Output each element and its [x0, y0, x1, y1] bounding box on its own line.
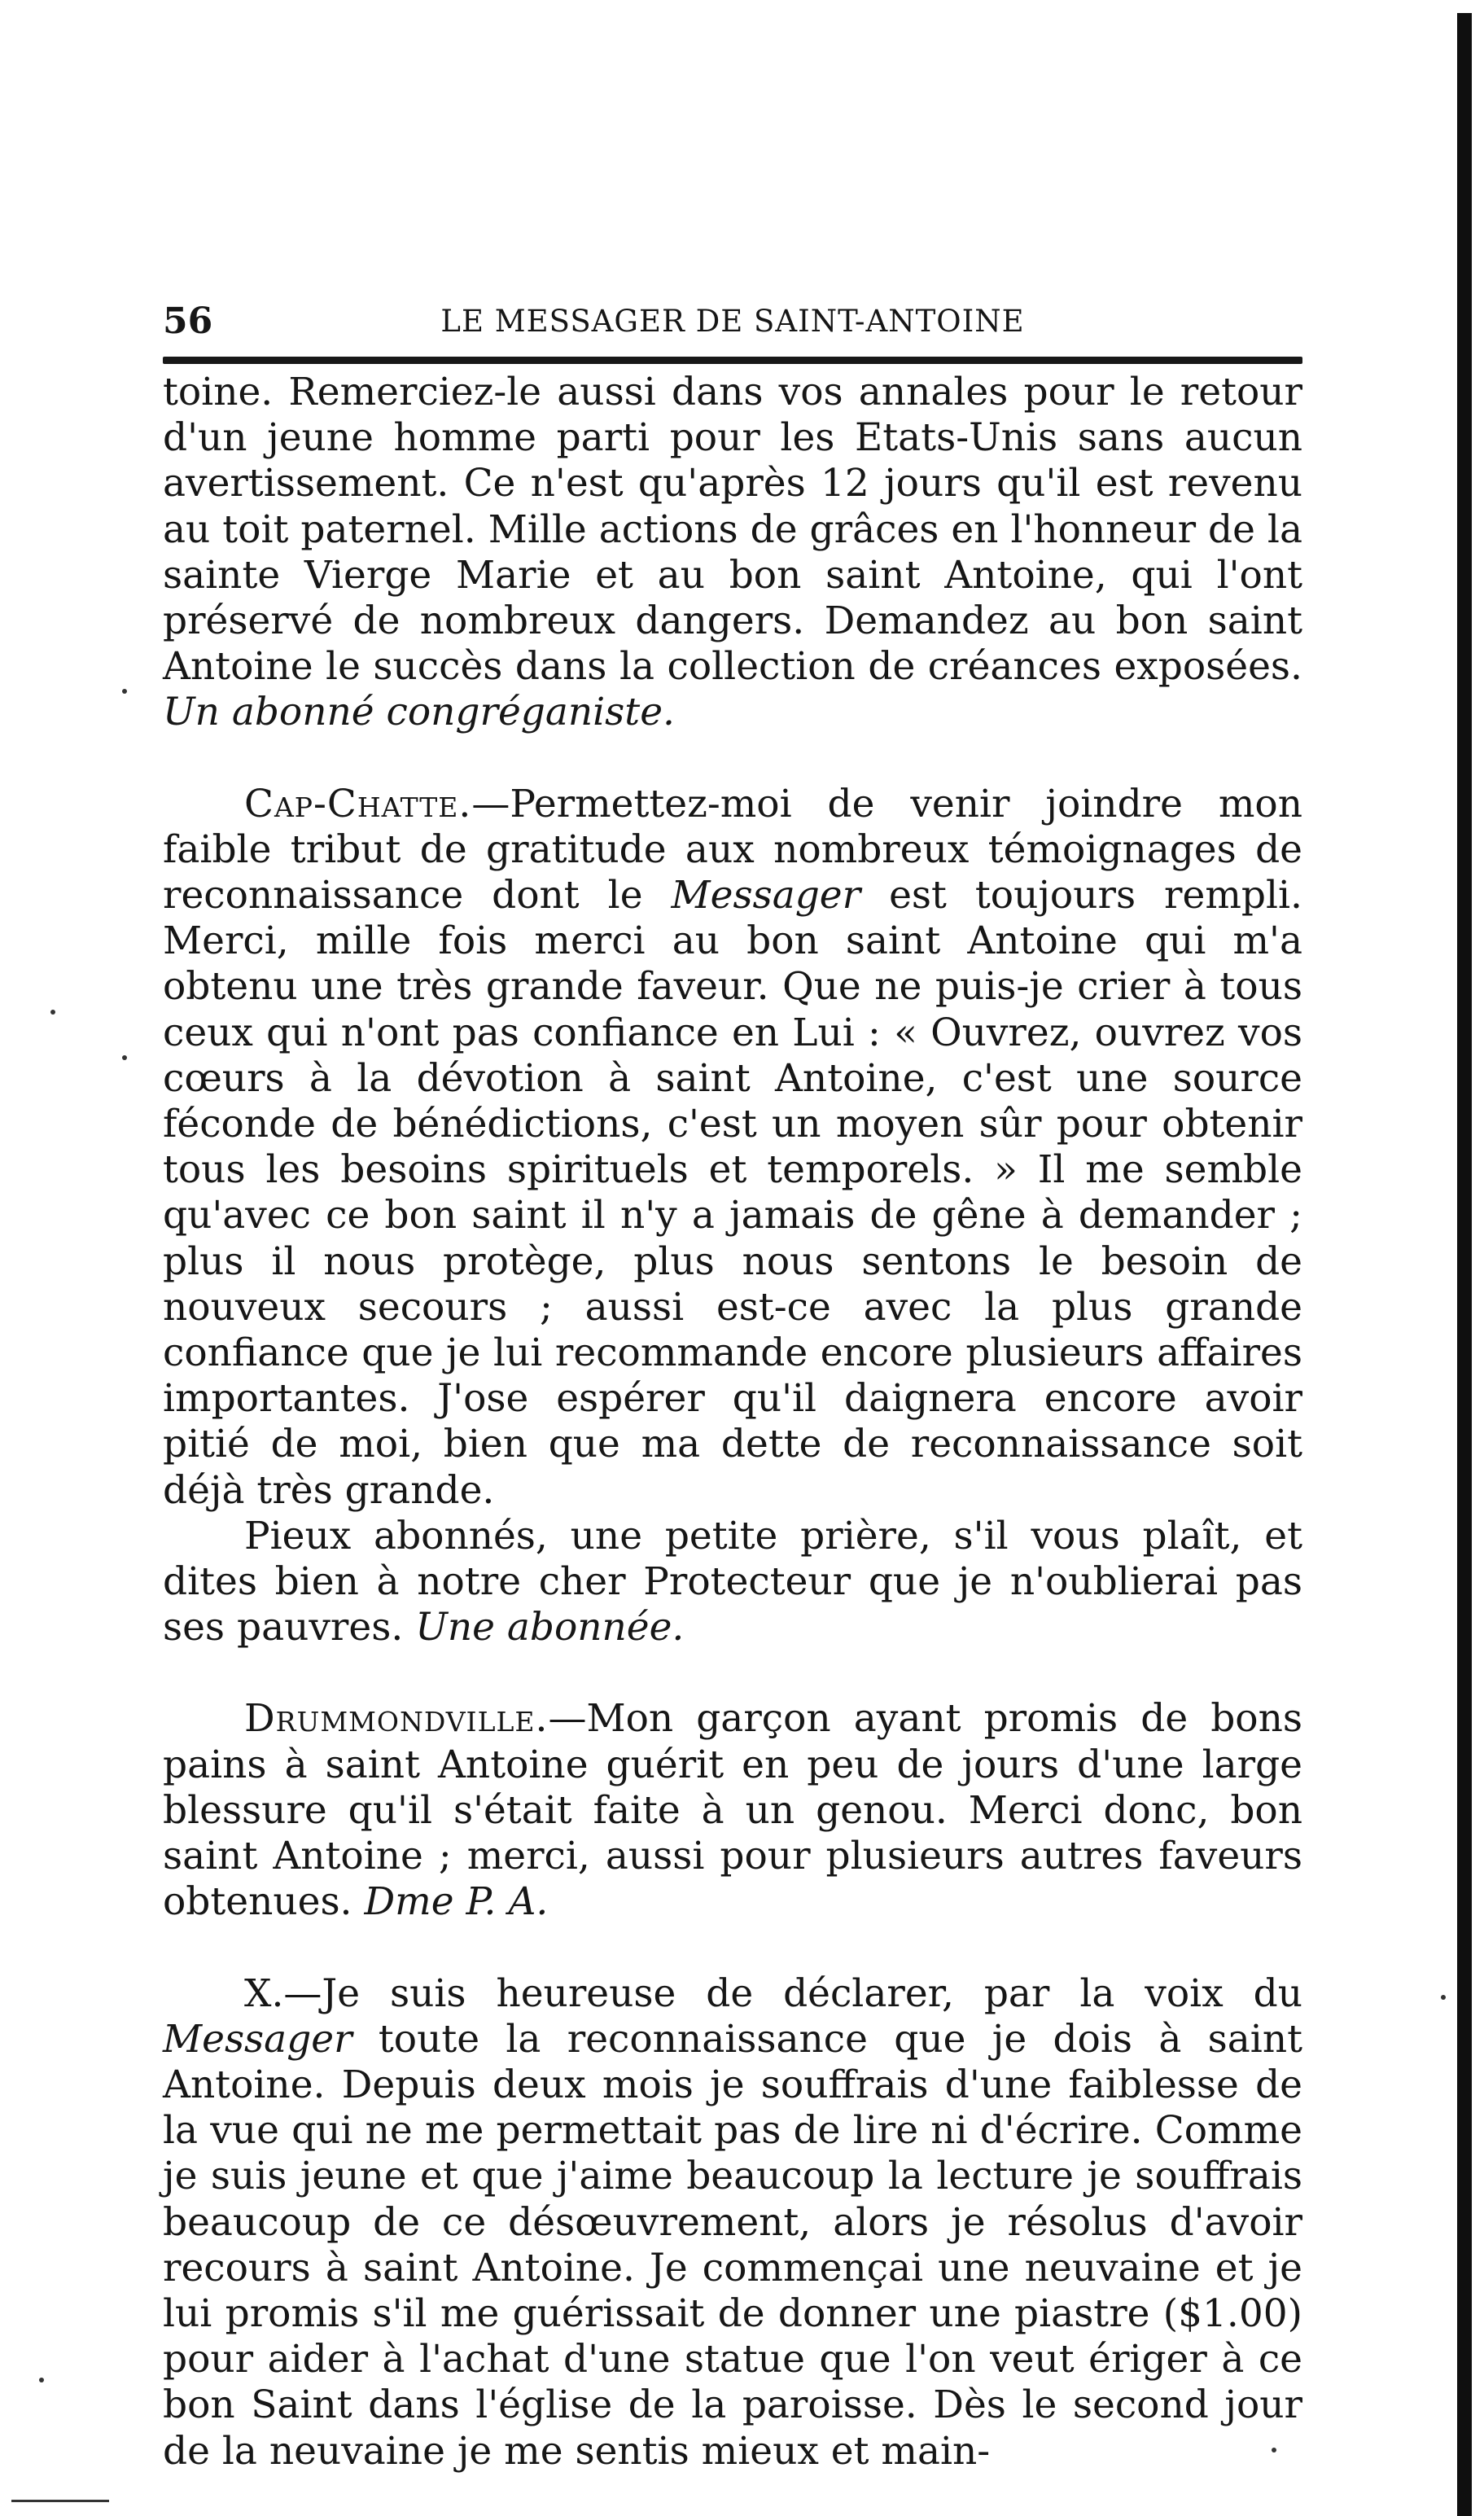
paragraph-text: —Je suis heureuse de déclarer, par la voix du: [283, 1970, 1302, 2016]
letter-cap-chatte-closing: [163, 1514, 1302, 1651]
scan-speck: [122, 689, 127, 694]
scan-artifact-line: [11, 2500, 109, 2502]
signature: Un abonné congréganiste.: [163, 690, 675, 735]
letter-x: [163, 1971, 1302, 2474]
paragraph-text: Pieux abonnés, une petite prière, s'il vous plaît, et dites bien à notre cher Protecteur que je n'oublierai pas ses pauvres.: [163, 1513, 1302, 1650]
page-edge-shadow: [1457, 13, 1472, 2516]
place-name: Cap-Chatte.: [244, 781, 472, 826]
magazine-name: Messager: [671, 873, 861, 918]
scan-speck: [1441, 1995, 1446, 2000]
page-body: [163, 370, 1302, 2474]
paragraph-continued: [163, 370, 1302, 736]
running-title: LE MESSAGER DE SAINT-ANTOINE: [440, 304, 1025, 339]
paragraph-text: est toujours rempli. Merci, mille fois merci au bon saint Antoine qui m'a obtenu une très grande faveur. Que ne puis-je crier à tous ceux qui n'ont pas confiance en Lui : « Ouvrez, ouvrez vos cœurs à la dévotion à saint Antoine, c'est une source féconde de bénédictions, c'est un moyen sûr pour obtenir tous les besoins spirituels et temporels. » Il me semble qu'avec ce bon saint il n'y a jamais de gêne à demander ; plus il nous protège, plus nous sentons le besoin de nouveux secours ; aussi est-ce avec la plus grande confiance que je lui recommande encore plusieurs affaires importantes. J'ose espérer qu'il daignera encore avoir pitié de moi, bien que ma dette de reconnaissance soit déjà très grande.: [163, 873, 1302, 1513]
paragraph-text: —Permettez-moi de venir joindre mon faible tribut de gratitude aux nombreux témoignages de reconnaissance dont le: [163, 781, 1302, 918]
paragraph-text: toine. Remerciez-le aussi dans vos annales pour le retour d'un jeune homme parti pour les Etats-Unis sans aucun avertissement. Ce n'est qu'après 12 jours qu'il est revenu au toit paternel. Mille actions de grâces en l'honneur de la sainte Vierge Marie et au bon saint Antoine, qui l'ont préservé de nombreux dangers. Demandez au bon saint Antoine le succès dans la collection de créances exposées.: [163, 370, 1302, 690]
scan-speck: [50, 1010, 55, 1015]
magazine-name: Messager: [163, 2016, 352, 2062]
scan-speck: [122, 1055, 127, 1060]
paragraph-text: —Mon garçon ayant promis de bons pains à saint Antoine guérit en peu de jours d'une large blessure qu'il s'était faite à un genou. Merci donc, bon saint Antoine ; merci, aussi pour plusieurs autres faveurs obtenues.: [163, 1696, 1302, 1925]
signature: Une abonnée.: [415, 1605, 685, 1650]
scan-speck: [39, 2378, 44, 2382]
header-rule: [163, 357, 1302, 364]
place-name: X.: [244, 1970, 284, 2016]
running-header: [163, 298, 1302, 345]
place-name: Drummondville.: [244, 1696, 549, 1742]
paragraph-text: toute la reconnaissance que je dois à saint Antoine. Depuis deux mois je souffrais d'une faiblesse de la vue qui ne me permettait pas de lire ni d'écrire. Comme je suis jeune et que j'aime beaucoup la lecture je souffrais beaucoup de ce désœuvrement, alors je résolus d'avoir recours à saint Antoine. Je commençai une neuvaine et je lui promis s'il me guérissait de donner une piastre ($1.00) pour aider à l'achat d'une statue que l'on veut ériger à ce bon Saint dans l'église de la paroisse. Dès le second jour de la neuvaine je me sentis mieux et main-: [163, 2016, 1302, 2474]
scan-speck: [1272, 2448, 1276, 2452]
letter-cap-chatte: [163, 782, 1302, 1514]
letter-drummondville: [163, 1696, 1302, 1925]
signature: Dme P. A.: [364, 1879, 549, 1925]
page-number: 56: [163, 300, 213, 342]
